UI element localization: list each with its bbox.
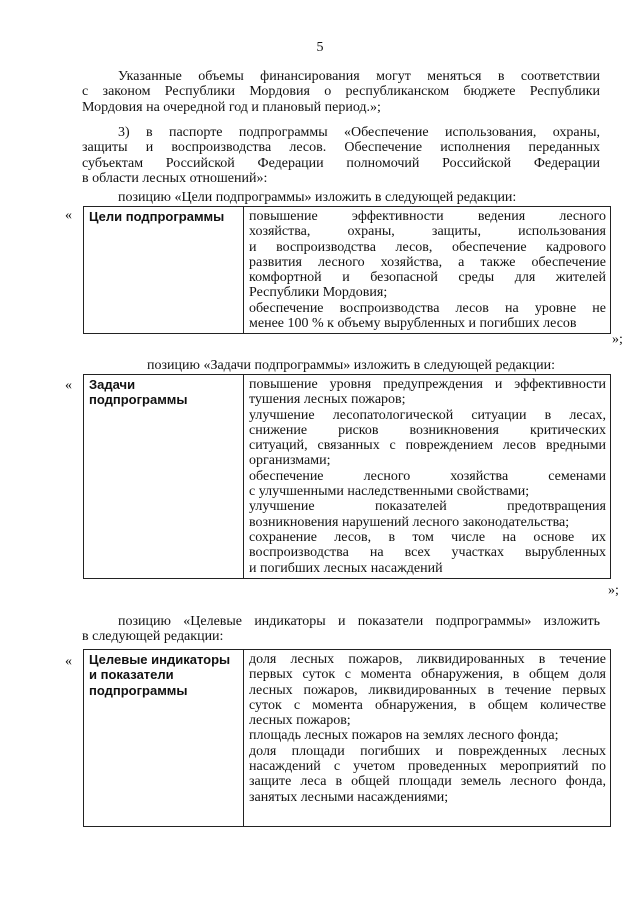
open-quote: « xyxy=(65,654,72,669)
text-line: с улучшенными наследственными свойствами; xyxy=(249,484,530,500)
text-line: защиты и воспроизводства лесов. Обеспечение исполнения переданных xyxy=(82,140,600,156)
close-quote: »; xyxy=(612,332,623,347)
text-line: занятых лесными насаждениями; xyxy=(249,789,449,805)
text-line: в следующей редакции: xyxy=(82,629,224,645)
close-quote: »; xyxy=(608,583,619,598)
text-line: улучшение лесопатологической ситуации в лесах, xyxy=(249,407,606,423)
page-number: 5 xyxy=(316,40,324,55)
intro-paragraph-1 xyxy=(82,69,600,115)
text-line: воспроизводства на всех участках вырубленных xyxy=(249,545,606,561)
label-line: подпрограммы xyxy=(89,682,188,698)
text-line: обеспечение лесного хозяйства семенами xyxy=(249,468,606,484)
indicators-label xyxy=(84,650,244,827)
text-line: сохранение лесов, в том числе на основе их xyxy=(249,529,606,545)
text-line: Республики Мордовия; xyxy=(249,285,388,301)
intro-paragraph-2 xyxy=(82,125,600,186)
text-line: лесных пожаров; xyxy=(249,713,351,729)
text-line: 3) в паспорте подпрограммы «Обеспечение использования, охраны, xyxy=(118,125,600,140)
indicators-content xyxy=(244,650,611,827)
goals-table xyxy=(83,206,611,334)
text-line: ситуаций, связанных с повреждением лесов вредными xyxy=(249,438,606,454)
text-line: Мордовия на очередной год и плановый период.»; xyxy=(82,99,381,115)
label-line: подпрограммы xyxy=(89,392,188,408)
section-lead: позицию «Цели подпрограммы» изложить в следующей редакции: xyxy=(118,190,517,205)
tasks-label xyxy=(84,375,244,579)
tasks-table xyxy=(83,374,611,579)
text-line: и погибших лесных насаждений xyxy=(249,560,443,576)
text-line: снижение рисков возникновения критических xyxy=(249,422,606,438)
goals-label: Цели подпрограммы xyxy=(84,207,244,334)
indicators-table xyxy=(83,649,611,827)
text-line: доля лесных пожаров, ликвидированных в течение xyxy=(249,652,606,667)
text-line: организмами; xyxy=(249,453,331,469)
text-line: развития лесного хозяйства, а также обеспечение xyxy=(249,254,606,270)
text-line: площадь лесных пожаров на землях лесного фонда; xyxy=(249,728,559,744)
text-line: и воспроизводства лесов, обеспечение кадрового xyxy=(249,239,606,255)
text-line: Указанные объемы финансирования могут меняться в соответствии xyxy=(118,69,600,84)
text-line: повышение эффективности ведения лесного xyxy=(249,209,606,224)
text-line: защите леса в общей площади земель лесного фонда, xyxy=(249,774,606,790)
text-line: улучшение показателей предотвращения xyxy=(249,499,606,515)
text-line: с законом Республики Мордовия о республиканском бюджете Республики xyxy=(82,84,600,100)
tasks-content xyxy=(244,375,611,579)
text-line: менее 100 % к объему вырубленных и погибших лесов xyxy=(249,316,577,332)
label-line: Задачи xyxy=(89,377,136,392)
text-line: возникновения нарушений лесного законодательства; xyxy=(249,514,570,530)
text-line: суток с момента обнаружения, в общем количестве xyxy=(249,697,606,713)
text-line: тушения лесных пожаров; xyxy=(249,392,406,408)
section-lead xyxy=(82,614,600,645)
text-line: субъектам Российской Федерации полномочий Российской Федерации xyxy=(82,155,600,171)
open-quote: « xyxy=(65,208,72,223)
text-line: лесных пожаров, ликвидированных в течение первых xyxy=(249,682,606,698)
text-line: позицию «Целевые индикаторы и показатели подпрограммы» изложить xyxy=(118,614,600,629)
text-line: насаждений с учетом проведенных мероприятий по xyxy=(249,759,606,775)
text-line: повышение уровня предупреждения и эффективности xyxy=(249,377,606,392)
open-quote: « xyxy=(65,378,72,393)
label-line: Целевые индикаторы xyxy=(89,652,231,667)
section-lead: позицию «Задачи подпрограммы» изложить в следующей редакции: xyxy=(147,358,556,373)
text-line: доля площади погибших и поврежденных лесных xyxy=(249,743,606,759)
text-line: обеспечение воспроизводства лесов на уровне не xyxy=(249,300,606,316)
goals-content xyxy=(244,207,611,334)
text-line: в области лесных отношений»: xyxy=(82,170,268,186)
text-line: хозяйства, охраны, защиты, использования xyxy=(249,224,606,240)
label-line: и показатели xyxy=(89,667,174,683)
text-line: комфортной и безопасной среды для жителей xyxy=(249,270,606,286)
text-line: первых суток с момента обнаружения, в общем доля xyxy=(249,667,606,683)
